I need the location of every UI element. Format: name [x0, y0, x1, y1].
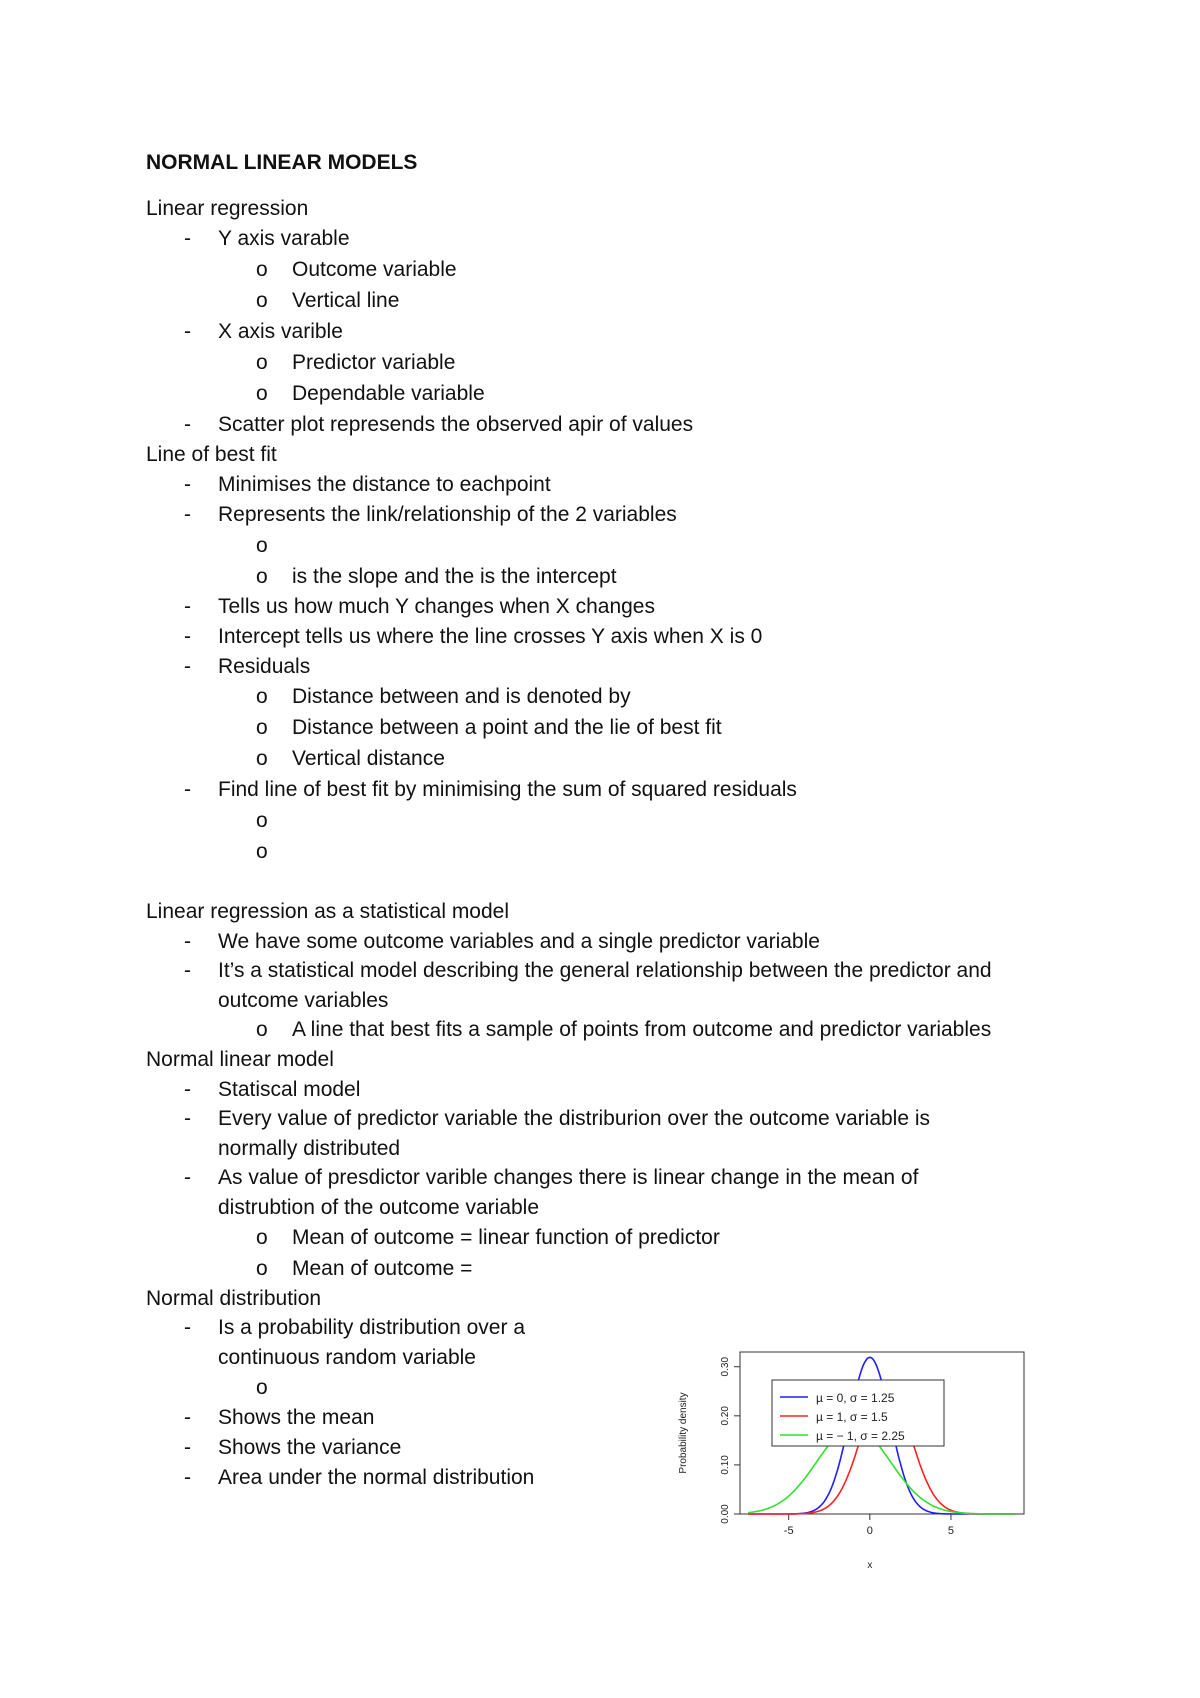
sub-list-item: Distance between a point and the lie of best fit — [292, 716, 722, 739]
list-item: Every value of predictor variable the distriburion over the outcome variable is — [218, 1107, 931, 1130]
normal-distribution-chart — [672, 1336, 1032, 1581]
sub-list-item: Dependable variable — [292, 382, 485, 405]
circle-bullet: o — [256, 258, 268, 281]
sub-list-item: Vertical distance — [292, 747, 445, 770]
section-heading: Line of best fit — [146, 443, 277, 466]
dash-bullet: - — [184, 413, 191, 436]
circle-bullet: o — [256, 534, 268, 557]
y-tick-label: 0.30 — [720, 1356, 731, 1377]
legend-entry: µ = 1, σ = 1.5 — [816, 1410, 888, 1424]
circle-bullet: o — [256, 747, 268, 770]
sub-list-item: is the slope and the is the intercept — [292, 565, 617, 588]
list-item: Minimises the distance to eachpoint — [218, 473, 551, 496]
circle-bullet: o — [256, 382, 268, 405]
y-tick-label: 0.00 — [720, 1504, 731, 1524]
list-item: Y axis varable — [218, 227, 350, 250]
list-item: Represents the link/relationship of the 2 variables — [218, 503, 677, 526]
y-tick-label: 0.10 — [720, 1455, 731, 1475]
dash-bullet: - — [184, 959, 191, 982]
x-tick-label: -5 — [783, 1525, 794, 1537]
dash-bullet: - — [184, 930, 191, 953]
circle-bullet: o — [256, 565, 268, 588]
x-tick-label: 0 — [866, 1525, 873, 1537]
list-item: Statiscal model — [218, 1078, 361, 1101]
dash-bullet: - — [184, 1166, 191, 1189]
list-item-continuation: continuous random variable — [218, 1346, 476, 1369]
list-item: Intercept tells us where the line crosses Y axis when X is 0 — [218, 625, 763, 648]
dash-bullet: - — [184, 473, 191, 496]
dash-bullet: - — [184, 778, 191, 801]
sub-list-item: Predictor variable — [292, 351, 456, 374]
list-item: Scatter plot represends the observed apir of values — [218, 413, 694, 436]
list-item: Tells us how much Y changes when X changes — [218, 595, 655, 618]
legend-entry: µ = − 1, σ = 2.25 — [816, 1429, 905, 1443]
list-item: It’s a statistical model describing the general relationship between the predictor and — [218, 959, 992, 982]
list-item: We have some outcome variables and a single predictor variable — [218, 930, 820, 953]
circle-bullet: o — [256, 716, 268, 739]
dash-bullet: - — [184, 320, 191, 343]
list-item: Is a probability distribution over a — [218, 1316, 525, 1339]
dash-bullet: - — [184, 1436, 191, 1459]
list-item-continuation: normally distributed — [218, 1137, 401, 1160]
sub-list-item: Distance between and is denoted by — [292, 685, 631, 708]
dash-bullet: - — [184, 1107, 191, 1130]
circle-bullet: o — [256, 1257, 268, 1280]
dash-bullet: - — [184, 1078, 191, 1101]
list-item: Residuals — [218, 655, 311, 678]
circle-bullet: o — [256, 1018, 268, 1041]
dash-bullet: - — [184, 625, 191, 648]
section-heading: Linear regression as a statistical model — [146, 900, 510, 923]
sub-list-item: A line that best fits a sample of points from outcome and predictor variables — [292, 1018, 992, 1041]
list-item: As value of presdictor varible changes there is linear change in the mean of — [218, 1166, 919, 1189]
circle-bullet: o — [256, 685, 268, 708]
sub-list-item: Vertical line — [292, 289, 400, 312]
x-axis-label: x — [867, 1560, 873, 1571]
section-heading: Normal distribution — [146, 1287, 322, 1310]
circle-bullet: o — [256, 1376, 268, 1399]
section-heading: Linear regression — [146, 197, 309, 220]
x-tick-label: 5 — [947, 1525, 955, 1537]
dash-bullet: - — [184, 1466, 191, 1489]
list-item-continuation: outcome variables — [218, 989, 389, 1012]
list-item-continuation: distrubtion of the outcome variable — [218, 1196, 540, 1219]
sub-list-item: Mean of outcome = linear function of predictor — [292, 1226, 720, 1249]
dash-bullet: - — [184, 227, 191, 250]
legend-entry: µ = 0, σ = 1.25 — [816, 1391, 895, 1405]
sub-list-item: Mean of outcome = — [292, 1257, 473, 1280]
dash-bullet: - — [184, 503, 191, 526]
document-title: NORMAL LINEAR MODELS — [146, 151, 418, 174]
dash-bullet: - — [184, 595, 191, 618]
circle-bullet: o — [256, 1226, 268, 1249]
circle-bullet: o — [256, 809, 268, 832]
dash-bullet: - — [184, 1316, 191, 1339]
list-item: Find line of best fit by minimising the sum of squared residuals — [218, 778, 797, 801]
circle-bullet: o — [256, 351, 268, 374]
list-item: Shows the variance — [218, 1436, 402, 1459]
y-tick-label: 0.20 — [720, 1406, 731, 1426]
list-item: Area under the normal distribution — [218, 1466, 535, 1489]
circle-bullet: o — [256, 840, 268, 863]
dash-bullet: - — [184, 1406, 191, 1429]
list-item: X axis varible — [218, 320, 343, 343]
list-item: Shows the mean — [218, 1406, 375, 1429]
y-axis-label: Probability density — [678, 1392, 689, 1474]
section-heading: Normal linear model — [146, 1048, 334, 1071]
circle-bullet: o — [256, 289, 268, 312]
sub-list-item: Outcome variable — [292, 258, 457, 281]
dash-bullet: - — [184, 655, 191, 678]
